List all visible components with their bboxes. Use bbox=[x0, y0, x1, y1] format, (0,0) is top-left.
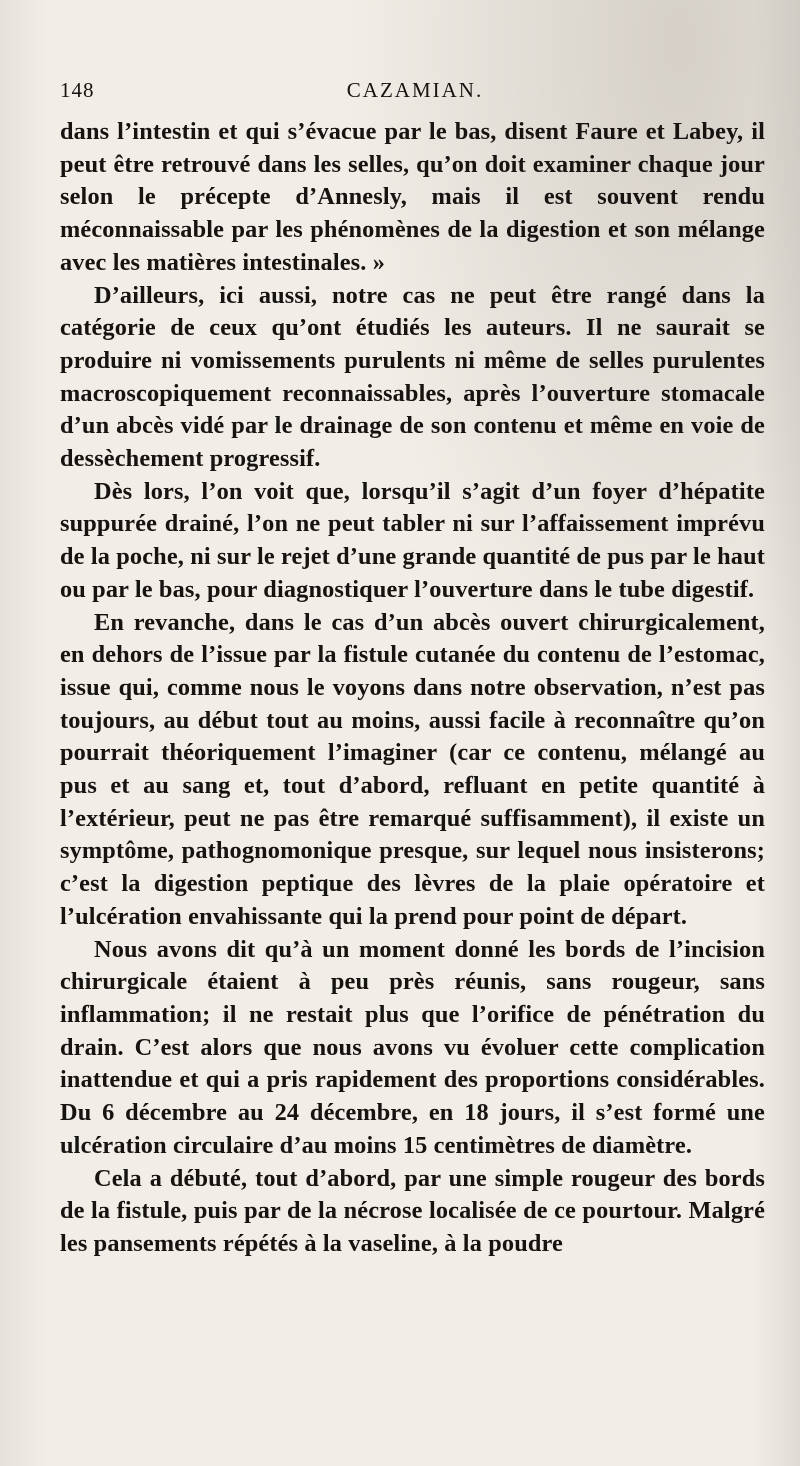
body-text bbox=[60, 116, 765, 1261]
paragraph: Dès lors, l’on voit que, lorsqu’il s’agit d’un foyer d’hépatite suppurée drainé, l’on ne peut tabler ni sur l’affaissement imprévu de la poche, ni sur le rejet d’une grande quantité de pus par le haut ou par le bas, pour diagnostiquer l’ouverture dans le tube digestif. bbox=[60, 477, 765, 603]
paragraph: Nous avons dit qu’à un moment donné les bords de l’incision chirurgicale étaient à peu près réunis, sans rougeur, sans inflammation; il ne restait plus que l’orifice de pénétration du drain. C’est alors que nous avons vu évoluer cette complication inattendue et qui a pris rapidement des proportions considérables. Du 6 décembre au 24 décembre, en 18 jours, il s’est formé une ulcération circulaire d’au moins 15 centimètres de diamètre. bbox=[60, 935, 765, 1159]
page-header bbox=[60, 78, 770, 108]
paragraph: dans l’intestin et qui s’évacue par le bas, disent Faure et Labey, il peut être retrouvé dans les selles, qu’on doit examiner chaque jour selon le précepte d’Annesly, mais il est souvent rendu méconnaissable par les phénomènes de la digestion et son mélange avec les matières intestinales. » bbox=[60, 118, 765, 276]
page-number: 148 bbox=[60, 78, 95, 102]
paragraph: D’ailleurs, ici aussi, notre cas ne peut être rangé dans la catégorie de ceux qu’ont étudiés les auteurs. Il ne saurait se produire ni vomissements purulents ni même de selles purulentes macroscopiquement reconnaissables, après l’ouverture stomacale d’un abcès vidé par le drainage de son contenu et même en voie de dessèchement progressif. bbox=[60, 281, 765, 473]
paragraph: Cela a débuté, tout d’abord, par une simple rougeur des bords de la fistule, puis par de la nécrose localisée de ce pourtour. Malgré les pansements répétés à la vaseline, à la poudre bbox=[60, 1164, 765, 1257]
paragraph: En revanche, dans le cas d’un abcès ouvert chirurgicalement, en dehors de l’issue par la fistule cutanée du contenu de l’estomac, issue qui, comme nous le voyons dans notre observation, n’est pas toujours, au début tout au moins, aussi facile à reconnaître qu’on pourrait théoriquement l’imaginer (car ce contenu, mélangé au pus et au sang et, tout d’abord, refluant en petite quantité à l’extérieur, peut ne pas être remarqué suffisamment), il existe un symptôme, pathognomonique presque, sur lequel nous insisterons; c’est la digestion peptique des lèvres de la plaie opératoire et l’ulcération envahissante qui la prend pour point de départ. bbox=[60, 608, 765, 930]
running-title: CAZAMIAN. bbox=[346, 78, 484, 102]
